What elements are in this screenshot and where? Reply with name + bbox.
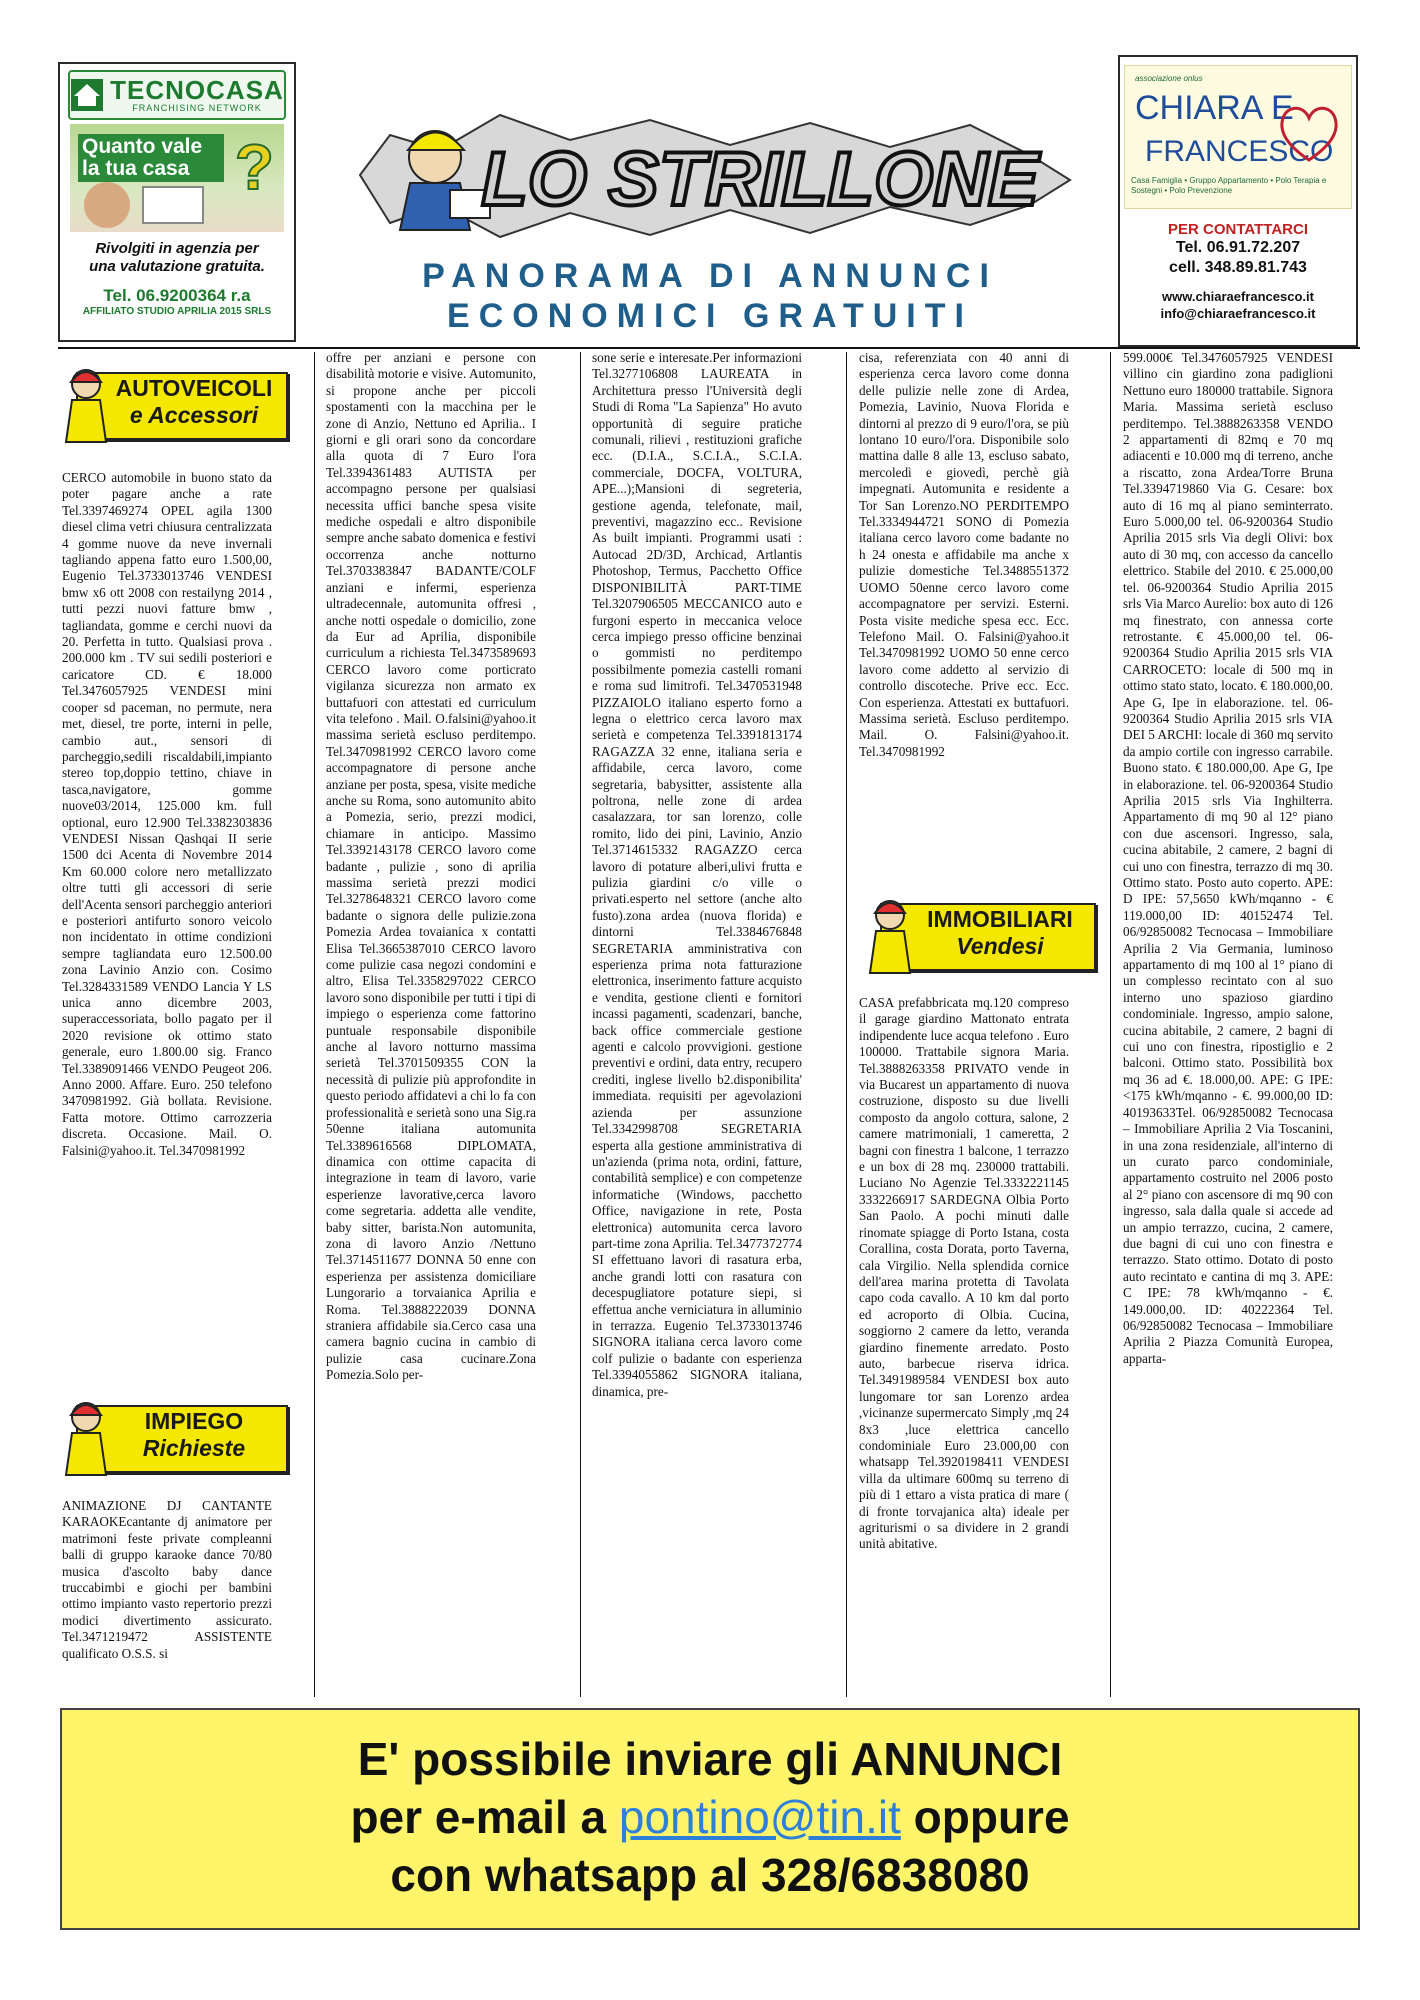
masthead-title: LO STRILLONE [481, 137, 1039, 222]
footer-email-link[interactable]: pontino@tin.it [618, 1791, 901, 1843]
logo-name-line1: CHIARA E [1135, 89, 1294, 127]
column-4 [859, 350, 1069, 760]
ads-impiego-start: ANIMAZIONE DJ CANTANTE KARAOKEcantante dj animatore per matrimoni feste private compleanni balli di gruppo karaoke dance 70/80 musica d'ascolto baby dance truccabimbi e giochi per bambini ottimo impianto vasto repertorio prezzi modici divertimento assicurato. Tel.3471219472 ASSISTENTE qualificato O.S.S. si [62, 1498, 272, 1661]
footer-line-3: con whatsapp al 328/6838080 [390, 1849, 1030, 1901]
heart-icon [1277, 100, 1341, 166]
tecnocasa-brand: TECNOCASA [110, 75, 284, 105]
ads-immobiliari-col5: 599.000€ Tel.3476057925 VENDESI villino cin giardino zona padiglioni Nettuno euro 180000 trattabile. Signora Maria. Massima serietà escluso perditempo. Tel.3888263358 VENDO 2 appartamenti di 82mq e 70 mq adiacenti e 10.000 mq di terreno, anche a riscatto, zona Ardea/Torre Bruna Tel.3394719860 Via G. Cesare: box auto di 16 mq al piano seminterrato. Euro 5.000,00 tel. 06-9200364 Studio Aprilia 2015 srls Via degli Olivi: box auto di 30 mq, con accesso da cancello elettrico. Stabile del 2010. € 25.000,00 tel. 06-9200364 Studio Aprilia 2015 srls Via Marco Aurelio: box auto di 126 mq finestrato, con annessa corte retrostante. € 45.000,00 tel. 06-9200364 Studio Aprilia 2015 srls VIA CARROCETO: locale di 500 mq in ottimo stato stato, locato. € 180.000,00. Ape G, Ipe in elaborazione. tel. 06-9200364 Studio Aprilia 2015 srls VIA DEI 5 ARCHI: locale di 360 mq servito da ampio cortile con ingresso carrabile. Buono stato. € 180.000,00. Ape G, Ipe in elaborazione. tel. 06-9200364 Studio Aprilia 2015 srls Via Inghilterra. Appartamento di mq 90 al 12° piano con due ascensori. Ingresso, sala, cucina abitabile, 2 camere, 2 bagni di cui uno con finestra, terrazzo di mq 30. Ottimo stato. Posto auto coperto. APE: D IPE: 57,5650 kWh/mqanno - € 119.000,00 ID: 40152474 Tel. 06/92850082 Tecnocasa – Immobiliare Aprilia 2 Via Germania, luminoso appartamento di mq 100 al 1° piano di un complesso recintato con al suo interno uno spazioso giardino condominiale. Ingresso, ampio salone, cucina abitabile, 2 camere, 2 bagni di cui uno con finestra, ripostiglio e 2 balconi. Ottimo stato. Possibilità box mq 36 ad €. 18.000,00. APE: G IPE: <175 kWh/mqanno - €. 99.000,00 ID: 40193633Tel. 06/92850082 Tecnocasa – Immobiliare Aprilia 2 Via Toscanini, in una zona residenziale, all'interno di un curato parco condominiale, appartamento costruito nel 2006 posto al 2° piano con ascensore di mq 90 con ingresso, sala dalla quale si accede ad un ampio terrazzo, cucina, 2 camere, due bagni di cui uno con finestra e terrazzo. Stato ottimo. Dotato di posto auto recintato e cantina di mq 3. APE: C IPE: 78 kWh/mqanno - €. 149.000,00. ID: 40222364 Tel. 06/92850082 Tecnocasa – Immobiliare Aprilia 2 Piazza Comunità Europea, apparta- [1123, 350, 1333, 1366]
column-divider-3 [846, 352, 847, 1697]
tecnocasa-photo [70, 124, 284, 232]
column-5 [1123, 350, 1333, 1367]
masthead-logo [330, 95, 1090, 255]
tecnocasa-question: Quanto vale la tua casa [78, 134, 224, 182]
footer-banner [60, 1708, 1360, 1930]
question-mark-icon: ? [234, 131, 274, 203]
logo-tagline: Casa Famiglia • Gruppo Appartamento • Polo Terapia e Sostegni • Polo Prevenzione [1131, 176, 1327, 195]
badge-subtitle: e Accessori [129, 402, 259, 428]
tecnocasa-slogan: Rivolgiti in agenzia per una valutazione gratuita. [89, 240, 265, 275]
column-1 [62, 470, 272, 1159]
tecnocasa-logo [68, 70, 286, 120]
badge-subtitle: Richieste [142, 1435, 246, 1461]
assoc-label: associazione onlus [1135, 74, 1203, 83]
section-badge-autoveicoli [58, 362, 288, 450]
contact-website[interactable]: www.chiaraefrancesco.it [1162, 289, 1314, 304]
badge-title: AUTOVEICOLI [115, 375, 273, 401]
footer-line-1: E' possibile inviare gli ANNUNCI [357, 1733, 1063, 1785]
column-divider-2 [580, 352, 581, 1697]
column-3 [592, 350, 802, 1400]
chiara-francesco-logo [1124, 65, 1352, 209]
tecnocasa-ad[interactable] [58, 62, 296, 342]
ads-immobiliari-col4: CASA prefabbricata mq.120 compreso il garage giardino Mattonato entrata indipendente luce acqua telefono . Euro 100000. Trattabile signora Maria. Tel.3888263358 PRIVATO vende in via Bucarest un appartamento di nuova costruzione, disposto su due livelli composto da angolo cottura, salone, 2 camere matrimoniali, 1 cameretta, 2 bagni con finestra 1 balcone, 1 terrazzo e un box di 28 mq. 230000 trattabili. Luciano No Agenzie Tel.3332221145 3332266917 SARDEGNA Olbia Porto San Paolo. A pochi minuti dalle rinomate spiagge di Porto Istana, costa Corallina, costa Dorata, porto Taverna, cala Virgilio. Nella splendida cornice dell'area marina protetta di Tavolata capo coda cavallo. A 10 km dal porto ed acroporto di Olbia. Cucina, soggiorno 2 camere da letto, veranda giardino finemente arredato. Posto auto, barbecue riserva idrica. Tel.3491989584 VENDESI box auto lungomare tor san Lorenzo ardea ,vicinanze supermercato Simply ,mq 24 8x3 ,luce elettrica cancello condominiale Euro 23.000,00 con whatsapp Tel.3920198411 VENDESI villa da ultimare 600mq su terreno di più di 1 ettaro a vista pratica di mare ( di fronte torvajanica alta) ideale per agriturismi o sa dividere in 2 grandi unità abitative. [859, 995, 1069, 1552]
column-4-immobiliari [859, 995, 1069, 1553]
chiara-francesco-ad[interactable] [1118, 55, 1358, 347]
model-house-icon [142, 186, 204, 224]
ads-autoveicoli: CERCO automobile in buono stato da poter pagare anche a rate Tel.3397469274 OPEL agila 1300 diesel clima vetri chiusura centralizzata 4 gomme nuove da neve invernali tagliando appena fatto euro 1.500,00, Eugenio Tel.3733013746 VENDESI bmw x6 ott 2008 con restailyng 2014 , tutti pezzi nuovi fatture bmw , tagliandata, gomme e cerchi nuovi da 20. Perfetta in tutto. Qualsiasi prova . 200.000 km . TV sui sedili posteriori e caricatore CD. € 18.000 Tel.3476057925 VENDESI mini cooper sd paceman, no permute, nera met, diesel, tre porte, interni in pelle, cambio aut., sensori di parcheggio,sedili riscaldabili,impianto stereo top,doppio tettino, chiave in tasca,navigatore, gomme nuove03/2014, 125.000 km. full optional, euro 12.900 Tel.3382303836 VENDESI Nissan Qashqai II serie 1500 dci Acenta di Novembre 2014 Km 60.000 colore nero metallizzato oltre tutti gli accessori di serie dell'Acenta sensori parcheggio anteriori e posteriori antifurto sonoro veicolo non incidentato in ottime condizioni sempre tagliandata euro 12.500.00 zona Lavinio Anzio con. Cosimo Tel.3284331589 VENDO Lancia Y LS unica anno dicembre 2003, superaccessoriata, bollo pagato per il 2020 revisione ok ottimo stato generale, euro 1.800.00 sig. Franco Tel.3389091466 VENDO Peugeot 206. Anno 2000. Affare. Euro. 250 telefono 3470981992. Già bollata. Revisione. Fatta motore. Ottimo carrozzeria discreta. Occasione. Mail. O. Falsini@yahoo.it. Tel.3470981992 [62, 470, 272, 1158]
ads-impiego-col2: offre per anziani e persone con disabilità motorie e visive. Automunito, si propone anche per piccoli spostamenti con la macchina per le zone di Anzio, Nettuno ed Aprilia.. I giorni e gli orari sono da concordare alla quota di 7 Euro l'ora Tel.3394361483 AUTISTA per accompagno persone per qualsiasi necessita uffici banche spesa visite mediche ospedali e altro disponibile sempre anche sabato domenica e festivi occorrenza anche notturno Tel.3703383847 BADANTE/COLF anziani e infermi, esperienza ultradecennale, automunita offresi , anche notti ospedale o domicilio, zone da Eur ad Aprilia, disponibile curriculum a richiesta Tel.3473589693 CERCO lavoro come porticrato vigilanza sicurezza non armato ex buttafuori con attestati ed curriculum vita telefono . Mail. O.falsini@yahoo.it massima serietà escluso perditempo. Tel.3470981992 CERCO lavoro come accompagnatore di persone anche anziane per posta, spesa, visite mediche anche su Roma, sono automunito abito a Pomezia, serio, prezzi modici, chiamare in anticipo. Massimo Tel.3392143178 CERCO lavoro come badante , pulizie , sono di aprilia massima serietà prezzi modici Tel.3278648321 CERCO lavoro come badante o signora delle pulizie.zona Pomezia Ardea tovaianica x contatti Elisa Tel.3665387010 CERCO lavoro come pulizie casa negozi condomini e altro, Elisa Tel.3358297022 CERCO lavoro sono disponibile per tutti i tipi di impiego o esperienza come fattorino puntuale responsabile disponibile anche al lavoro notturno massima serietà Tel.3701509355 CON la necessità di pulizie più approfondite in questo periodo affidatevi a chi lo fa con professionalità e serietà sono una Sig.ra 50enne italiana automunita Tel.3389616568 DIPLOMATA, dinamica con ottime capacita di integrazione in team di lavoro, varie esperienze lavorative,cerca lavoro come segretaria. addetta alle vendite, baby sitter, barista.Non automunita, zona di lavoro Anzio /Nettuno Tel.3714511677 DONNA 50 enne con esperienza per assistenza domiciliare Lungorario a torvaianica Aprilia e Roma. Tel.3888222039 DONNA straniera affidabile sia.Cerco casa una camera bagnio cucina in cambio di pulizie casa cucinare.Zona Pomezia.Solo per- [326, 350, 536, 1383]
tecnocasa-phone[interactable]: Tel. 06.9200364 r.a [103, 286, 251, 305]
tecnocasa-network: FRANCHISING NETWORK [132, 103, 262, 113]
column-1-impiego [62, 1498, 272, 1662]
section-badge-impiego [58, 1395, 288, 1483]
house-icon [70, 78, 104, 112]
badge-subtitle: Vendesi [956, 933, 1044, 959]
section-badge-immobiliari [862, 893, 1096, 981]
logo-name-line2: FRANCESCO [1145, 135, 1334, 168]
footer-line-2: per e-mail a pontino@tin.it oppure [350, 1791, 1070, 1843]
contact-cell[interactable]: cell. 348.89.81.743 [1169, 259, 1307, 276]
newsboy-logo-icon [330, 95, 1090, 255]
column-divider-4 [1110, 352, 1111, 1697]
woman-photo [84, 182, 130, 228]
contact-email[interactable]: info@chiaraefrancesco.it [1160, 306, 1316, 321]
column-2 [326, 350, 536, 1384]
badge-title: IMPIEGO [144, 1408, 244, 1434]
badge-title: IMMOBILIARI [927, 906, 1073, 932]
ads-impiego-col4: cisa, referenziata con 40 anni di esperienza cerca lavoro come donna delle pulizie nelle zone di Ardea, Pomezia, Lavinio, Nuova Florida e dintorni al prezzo di 9 euro/l'ora, se più lontano 10 euro/l'ora. Disponibile solo mattina dalle 8 alle 13, escluso sabato, mercoledì e giovedì, perchè già impegnati. Automunita e residente a Tor San Lorenzo.NO PERDITEMPO Tel.3334944721 SONO di Pomezia italiana cerco lavoro come badante no h 24 onesta e affidabile ma anche x pulizie domestiche Tel.3488551372 UOMO 50enne cerco lavoro come accompagnatore per servizi. Esterni. Posta visite mediche spesa ecc. Ecc. Telefono Mail. O. Falsini@yahoo.it Tel.3470981992 UOMO 50 enne cerco lavoro come addetto al servizio di controllo discoteche. Prive ecc. Ecc. Con esperienza. Attestati ex buttafuori. Massima serietà. Escluso perditempo. Mail. O. Falsini@yahoo.it. Tel.3470981992 [859, 350, 1069, 759]
contact-tel[interactable]: Tel. 06.91.72.207 [1175, 239, 1301, 256]
column-divider-1 [314, 352, 315, 1697]
ads-impiego-col3: sone serie e interesate.Per informazioni Tel.3277106808 LAUREATA in Architettura presso l'Università degli Studi di Roma "La Sapienza" Ho avuto opportunità di seguire pratiche comunali, rilievi , restituzioni grafiche ecc. (D.I.A., S.C.I.A., S.C.I.A. commerciale, DOCFA, VOLTURA, APE...);Mansioni di segreteria, gestione agenda, telefonate, mail, preventivi, magazzino ecc.. Revisione As built impianti. Programmi usati : Autocad 2D/3D, Archicad, Artlantis Photoshop, Termus, Pacchetto Office DISPONIBILITÀ PART-TIME Tel.3207906505 MECCANICO auto e furgoni esperto in meccanica veloce cerca impiego presso officine benzinai o gommisti no perditempo possibilmente pomezia castelli romani e roma sud limitrofi. Tel.3470531948 PIZZAIOLO italiano esperto forno a legna o elettrico cerca lavoro max serietà e competenza Tel.3391813174 RAGAZZA 32 enne, italiana seria e affidabile, cerca lavoro, come segretaria, babysitter, assistente alla poltrona, nelle zone di ardea casalazzara, tor san lorenzo, colle romito, lido dei pini, Lavinio, Anzio Tel.3714615332 RAGAZZO cerca lavoro di potature alberi,ulivi frutta e pulizia giardini c/o ville o privati.esperto nel settore (anche alto fusto).zona ardea (nuova florida) e dintorni Tel.3384676848 SEGRETARIA amministrativa con esperienza prima nota fatturazione elettronica, inserimento fatture acquisto e vendita, gestione clienti e fornitori incassi pagamenti, scadenzari, banche, back office commerciale gestione agenti e calcolo provvigioni. gestione preventivi e ordini, data entry, recupero crediti, inglese livello b2.disponibilita' immediata. requisiti per agevolazioni azienda per assunzione Tel.3342998708 SEGRETARIA esperta alla gestione amministrativa di un'azienda (prima nota, ordini, fatture, contabilità semplice) e con competenze informatiche (Windows, pacchetto Office, navigazione in rete, Posta elettronica) automunita cerca lavoro part-time zona Aprilia. Tel.3477372774 SI effettuano lavori di rasatura erba, anche grandi lotti con rasatura con decespugliatore potature siepi, si effettua anche verniciatura in alluminio in terrazza. Eugenio Tel.3733013746 SIGNORA italiana cerca lavoro come colf pulizie o badante con esperienza Tel.3394055862 SIGNORA italiana, dinamica, pre- [592, 350, 802, 1399]
contact-label: PER CONTATTARCI [1168, 221, 1308, 238]
tecnocasa-affiliate: AFFILIATO STUDIO APRILIA 2015 SRLS [82, 306, 272, 317]
masthead-subtitle: PANORAMA DI ANNUNCI ECONOMICI GRATUITI [422, 257, 998, 335]
header-rule [58, 347, 1360, 349]
